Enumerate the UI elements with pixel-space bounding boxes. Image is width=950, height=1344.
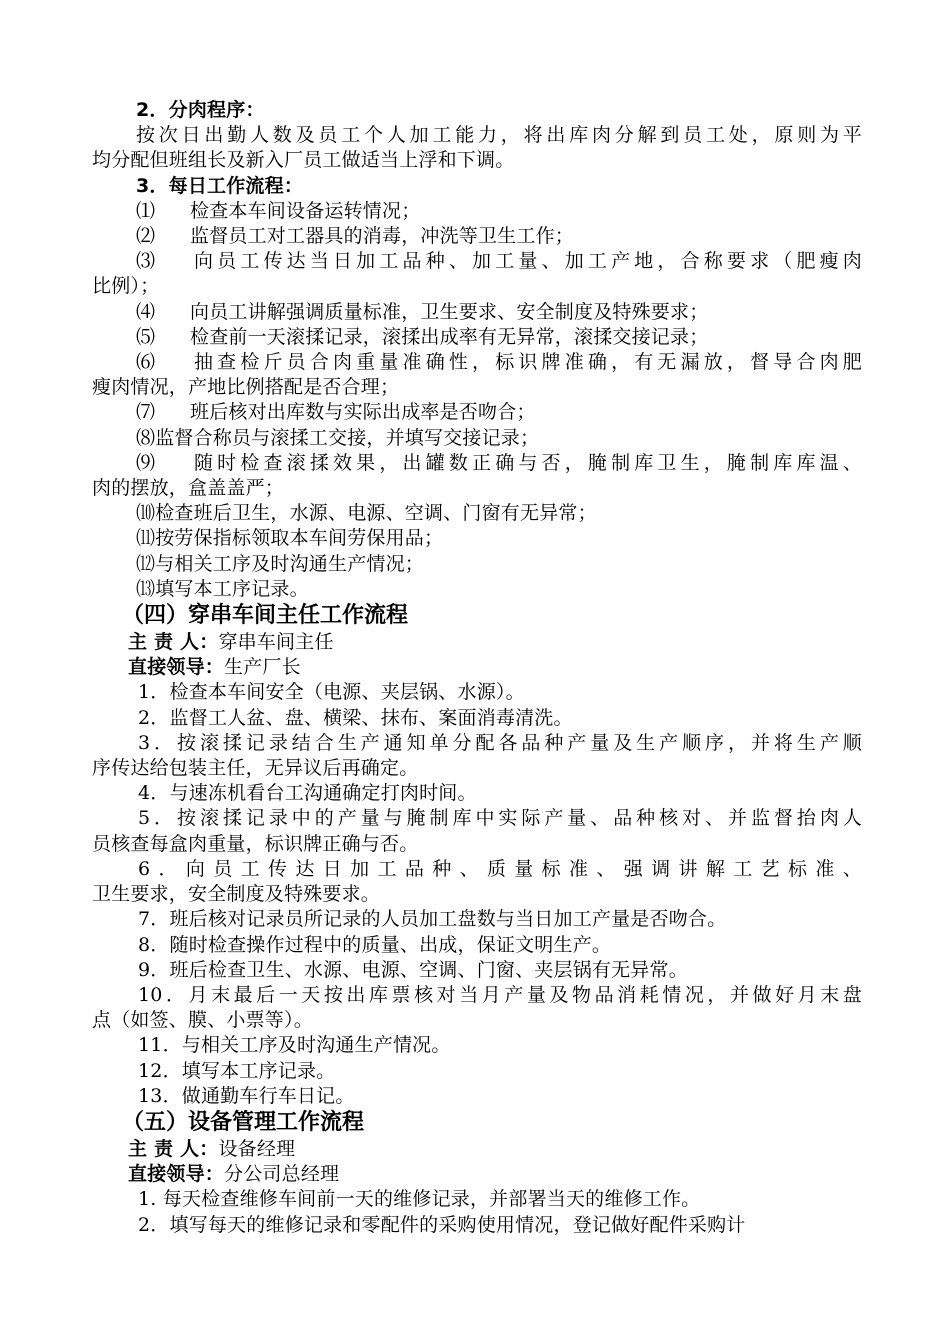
owner-label: 主 责 人： [128, 631, 219, 654]
leader-label: 直接领导： [128, 1163, 225, 1186]
step-number: ⑷ [136, 300, 156, 323]
workflow-item: 4．与速冻机看台工沟通确定打肉时间。 [138, 782, 477, 805]
leader-line [92, 1162, 862, 1187]
step-number: ⑾ [136, 527, 156, 550]
workflow-step [92, 300, 862, 325]
document-page [92, 98, 862, 1238]
workflow-step [92, 350, 862, 375]
subsection-title-meat-distribution: 2．分肉程序： [136, 99, 265, 121]
workflow-item: 8．随时检查操作过程中的质量、出成，保证文明生产。 [138, 933, 612, 956]
workflow-step [92, 199, 862, 224]
step-text: 向员工讲解强调质量标准，卫生要求、安全制度及特殊要求； [190, 300, 709, 323]
workflow-step [92, 325, 862, 350]
workflow-item: 2．填写每天的维修记录和零配件的采购使用情况，登记做好配件采购计 [138, 1213, 746, 1236]
step-text: 抽查检斤员合肉重量准确性，标识牌准确，有无漏放，督导合肉肥 [190, 351, 862, 374]
workflow-item: 5．按滚揉记录中的产量与腌制库中实际产量、品种核对、并监督抬肉人 [138, 807, 862, 830]
step-number: ⑸ [136, 325, 156, 348]
skewer-workflow-items [92, 680, 862, 1108]
step-number: ⑺ [136, 401, 156, 424]
section-title-equipment-management: （五）设备管理工作流程 [122, 1109, 365, 1135]
step-text-continuation: 肉的摆放，盒盖盖严； [92, 477, 285, 500]
step-text: 随时检查滚揉效果，出罐数正确与否，腌制库卫生，腌制库库温、 [190, 451, 862, 474]
leader-value: 生产厂长 [224, 656, 301, 679]
section-title-skewer-workshop: （四）穿串车间主任工作流程 [122, 603, 409, 629]
step-number: ⑼ [136, 451, 156, 474]
step-number: ⑵ [136, 225, 156, 248]
workflow-step [92, 224, 862, 249]
step-number: ⒀ [136, 577, 156, 600]
step-number: ⑴ [136, 199, 156, 222]
step-number: ⑹ [136, 351, 156, 374]
paragraph-line: 按次日出勤人数及员工个人加工能力，将出库肉分解到员工处，原则为平 [136, 124, 862, 147]
step-text-continuation: 比例）； [92, 275, 160, 298]
step-number: ⑶ [136, 250, 156, 273]
step-number: ⑿ [136, 552, 156, 575]
workflow-item: 6．向员工传达日加工品种、质量标准、强调讲解工艺标准、 [138, 857, 862, 880]
workflow-step [92, 552, 862, 577]
step-text: 检查前一天滚揉记录，滚揉出成率有无异常，滚揉交接记录； [190, 325, 709, 348]
leader-line [92, 655, 862, 680]
step-text: 班后核对出库数与实际出成率是否吻合； [190, 401, 536, 424]
workflow-item: 1．检查本车间安全（电源、夹层锅、水源）。 [138, 681, 525, 704]
step-text: 向员工传达当日加工品种、加工量、加工产地，合称要求（肥瘦肉 [190, 250, 862, 273]
workflow-item: 7．班后核对记录员所记录的人员加工盘数与当日加工产量是否吻合。 [138, 908, 727, 931]
workflow-step [92, 426, 862, 451]
workflow-step [92, 249, 862, 274]
subsection-title-daily-workflow: 3．每日工作流程： [136, 174, 304, 197]
leader-label: 直接领导： [128, 656, 225, 679]
owner-value: 设备经理 [218, 1137, 296, 1160]
workflow-item: 10．月末最后一天按出库票核对当月产量及物品消耗情况，并做好月末盘 [138, 983, 862, 1006]
step-text-continuation: 瘦肉情况，产地比例搭配是否合理； [92, 376, 400, 399]
workflow-item: 11．与相关工序及时沟通生产情况。 [138, 1034, 451, 1057]
workflow-item: 13．做通勤车行车日记。 [138, 1084, 355, 1107]
daily-workflow-steps [92, 199, 862, 602]
workflow-item-continuation: 卫生要求，安全制度及特殊要求。 [92, 883, 381, 906]
owner-line [92, 630, 862, 655]
workflow-item-continuation: 点（如签、膜、小票等）。 [92, 1009, 313, 1032]
owner-value: 穿串车间主任 [218, 631, 334, 654]
workflow-step [92, 577, 862, 602]
step-text: 填写本工序记录。 [155, 577, 309, 600]
workflow-item-continuation: 员核查每盒肉重量，标识牌正确与否。 [92, 832, 419, 855]
step-text: 按劳保指标领取本车间劳保用品； [155, 527, 444, 550]
workflow-item-continuation: 序传达给包装主任，无异议后再确定。 [92, 757, 419, 780]
workflow-step [92, 400, 862, 425]
step-text: 检查班后卫生，水源、电源、空调、门窗有无异常； [155, 502, 597, 525]
step-number: ⑽ [136, 502, 156, 525]
step-text: 检查本车间设备运转情况； [190, 199, 421, 222]
step-text: 监督合称员与滚揉工交接，并填写交接记录； [155, 426, 540, 449]
workflow-step [92, 526, 862, 551]
owner-label: 主 责 人： [128, 1137, 219, 1160]
step-text: 监督员工对工器具的消毒，冲洗等卫生工作； [190, 225, 575, 248]
workflow-step [92, 451, 862, 476]
workflow-item: 3．按滚揉记录结合生产通知单分配各品种产量及生产顺序，并将生产顺 [138, 731, 862, 754]
step-number: ⑻ [136, 426, 156, 449]
workflow-item: 1. 每天检查维修车间前一天的维修记录，并部署当天的维修工作。 [138, 1188, 701, 1211]
paragraph-line: 均分配但班组长及新入厂员工做适当上浮和下调。 [92, 149, 515, 172]
owner-line [92, 1137, 862, 1162]
workflow-step [92, 501, 862, 526]
equipment-workflow-items [92, 1187, 862, 1237]
workflow-item: 12．填写本工序记录。 [138, 1059, 336, 1082]
workflow-item: 2．监督工人盆、盘、横梁、抹布、案面消毒清洗。 [138, 706, 573, 729]
workflow-item: 9．班后检查卫生、水源、电源、空调、门窗、夹层锅有无异常。 [138, 958, 688, 981]
step-text: 与相关工序及时沟通生产情况； [155, 552, 425, 575]
leader-value: 分公司总经理 [224, 1163, 340, 1186]
